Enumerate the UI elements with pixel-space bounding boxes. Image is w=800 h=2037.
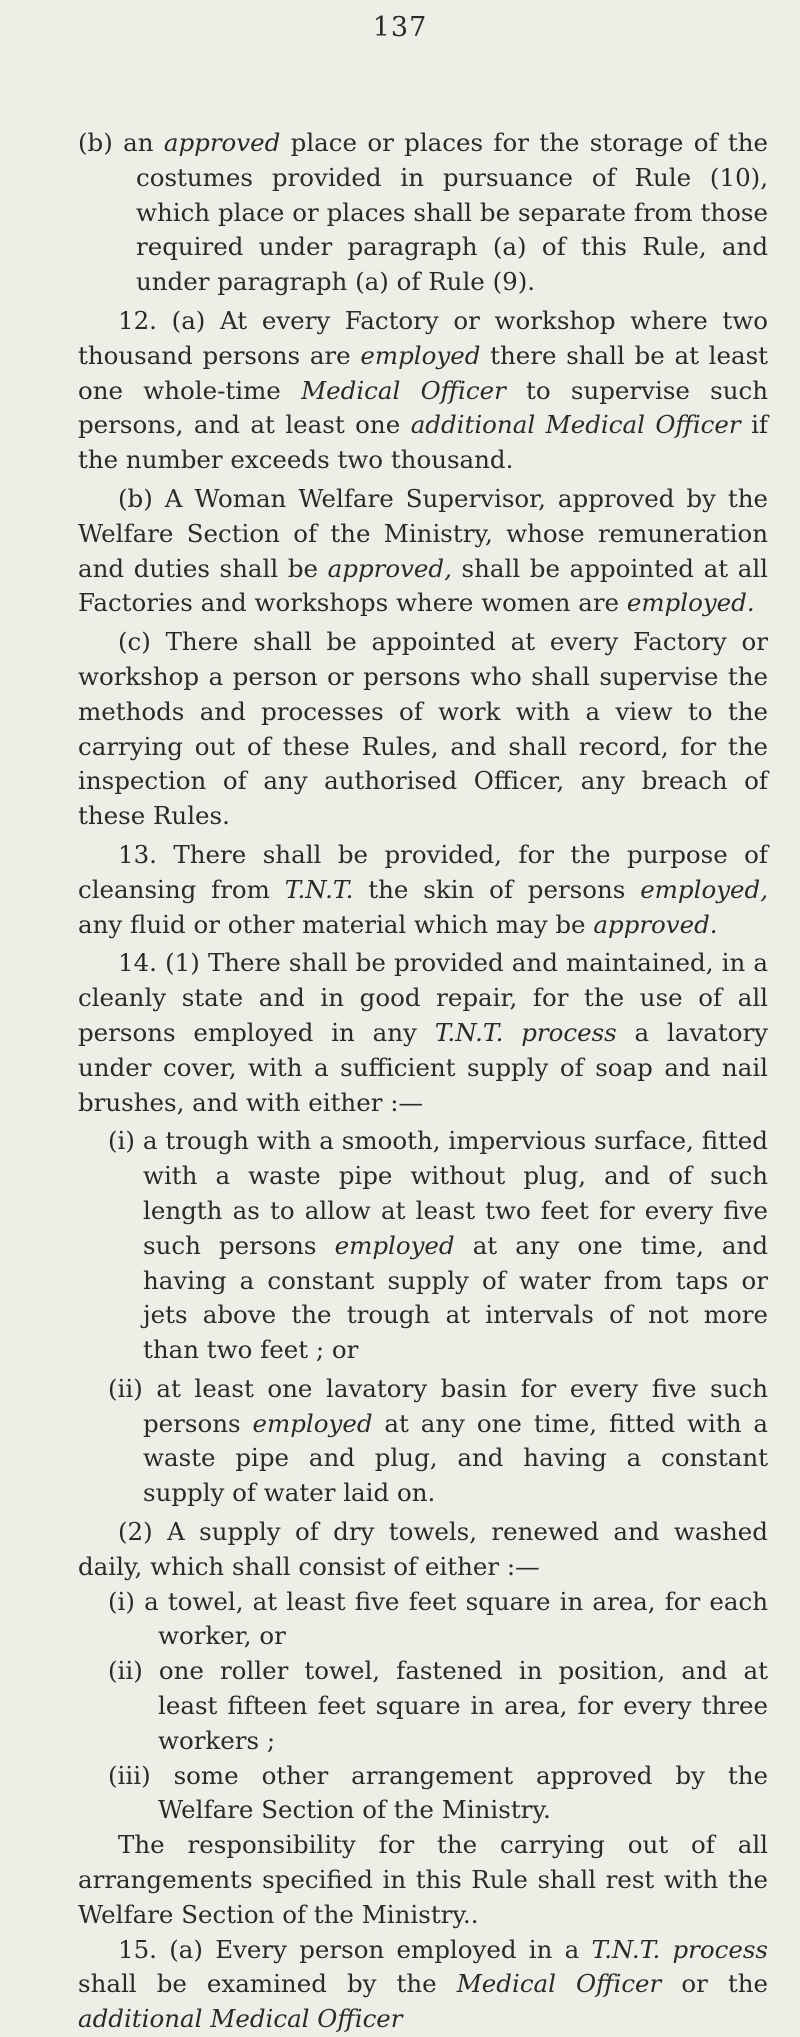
- rule-14-1: 14. (1) There shall be provided and maintained, in a cleanly state and in good repair, for the use of all persons employed in any T.N.T. process a lavatory under cover, with a sufficient supply of soap and nail brushes, and with either :—: [78, 948, 769, 1117]
- rule-12c: (c) There shall be appointed at every Factory or workshop a person or persons who shall supervise the methods and processes of work with a view to the carrying out of these Rules, and shall record, for the inspection of any authorised Officer, any breach of these Rules.: [78, 627, 768, 831]
- rule-14-1-i: (i) a trough with a smooth, impervious surface, fitted with a waste pipe without plug, and of such length as to allow at least two feet for every five such persons employed at any one time, and having a constant supply of water from taps or jets above the trough at intervals of not more than two feet ; or: [108, 1126, 769, 1365]
- rule-15a: 15. (a) Every person employed in a T.N.T. process shall be examined by the Medical Officer or the additional Medical Officer: [78, 1934, 768, 2034]
- rule-14-1-ii: (ii) at least one lavatory basin for every five such persons employed at any one time, fitted with a waste pipe and plug, and having a constant supply of water laid on.: [108, 1373, 768, 1508]
- rule-14-2-ii: (ii) one roller towel, fastened in position, and at least fifteen feet square in area, for every three workers ;: [108, 1656, 768, 1755]
- page-number: 137: [372, 12, 428, 43]
- rule-14-2-iii: (iii) some other arrangement approved by the Welfare Section of the Ministry.: [108, 1760, 768, 1825]
- rule-14-2: (2) A supply of dry towels, renewed and washed daily, which shall consist of either :—: [78, 1517, 768, 1581]
- rule-14-responsibility: The responsibility for the carrying out of all arrangements specified in this Rule shall rest with the Welfare Section of the Ministry..: [78, 1830, 768, 1929]
- paragraph-12b-continued: (b) an approved place or places for the storage of the costumes provided in pursuance of Rule (10), which place or places shall be separate from those required under paragraph (a) of this Rule, and under paragraph (a) of Rule (9).: [78, 128, 768, 297]
- rule-12b: (b) A Woman Welfare Supervisor, approved by the Welfare Section of the Ministry, whose remuneration and duties shall be approved, shall be appointed at all Factories and workshops where women are employed.: [78, 483, 768, 618]
- rule-12a: 12. (a) At every Factory or workshop where two thousand persons are employed there shall be at least one whole-time Medical Officer to supervise such persons, and at least one additional Medical Officer if the number exceeds two thousand.: [78, 305, 769, 475]
- document-body: [78, 126, 768, 2037]
- rule-13: 13. There shall be provided, for the purpose of cleansing from T.N.T. the skin of persons employed, any fluid or other material which may be approved.: [78, 839, 768, 939]
- rule-14-2-i: (i) a towel, at least five feet square in area, for each worker, or: [108, 1586, 768, 1651]
